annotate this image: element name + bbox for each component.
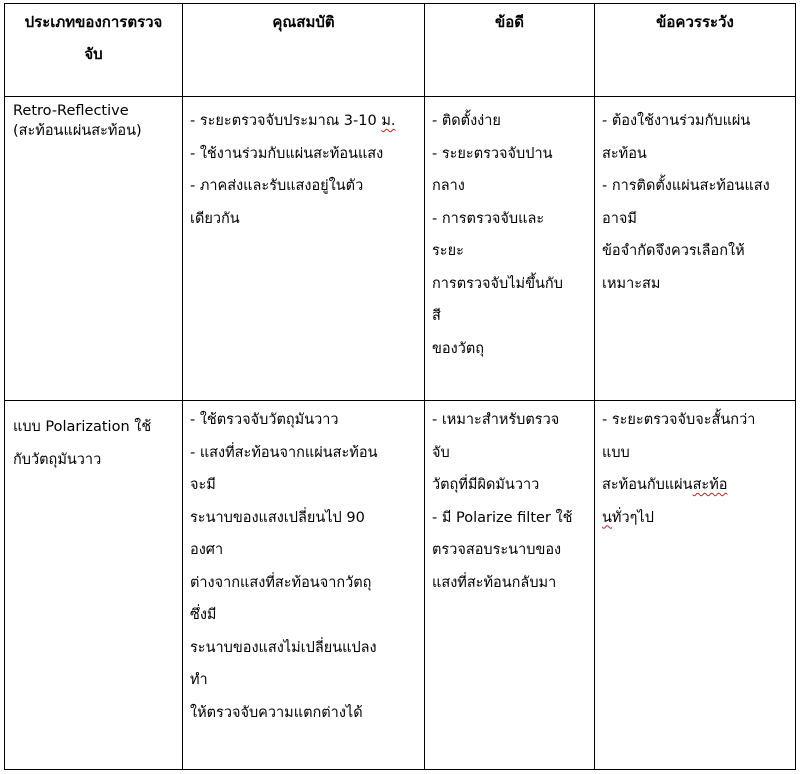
header-properties (183, 4, 425, 97)
header-advantages-label: ข้อดี (494, 13, 524, 31)
properties-line: - ใช้งานร่วมกับแผ่นสะท้อนแสง (190, 145, 384, 162)
advantages-line: - การตรวจจับและ (432, 210, 545, 227)
header-detection-type (5, 4, 183, 97)
advantages-line: - มี Polarize filter ใช้ (432, 509, 573, 526)
cautions-line-text: ทั่วๆไป (611, 509, 654, 526)
cell-advantages (425, 97, 595, 401)
type-line: (สะท้อนแผ่นสะท้อน) (13, 123, 142, 139)
cell-detection-type (5, 401, 183, 770)
cautions-line: อาจมี (602, 210, 637, 227)
properties-line: - แสงที่สะท้อนจากแผ่นสะท้อน (190, 444, 378, 461)
properties-line: ทำ (190, 672, 208, 688)
cell-properties (183, 401, 425, 770)
type-line: Retro-Reflective (13, 103, 129, 119)
comparison-table (4, 3, 796, 770)
properties-line: จะมี (190, 477, 216, 493)
advantages-line: ของวัตถุ (432, 340, 485, 357)
header-detection-type-line: ประเภทของการตรวจ (24, 13, 163, 31)
advantages-line: การตรวจจับไม่ขึ้นกับ (432, 275, 563, 292)
header-properties-label: คุณสมบัติ (272, 13, 335, 31)
properties-line: ให้ตรวจจับความแตกต่างได้ (190, 704, 363, 721)
advantages-line: - เหมาะสำหรับตรวจ (432, 412, 560, 428)
cautions-line: - การติดตั้งแผ่นสะท้อนแสง (602, 178, 770, 194)
cautions-line: เหมาะสม (602, 275, 661, 292)
cautions-line: แบบ (602, 444, 630, 461)
type-line: แบบ Polarization ใช้ (13, 419, 152, 435)
advantages-line: ระยะ (432, 243, 464, 259)
properties-line: องศา (190, 542, 224, 558)
advantages-line: ตรวจสอบระนาบของ (432, 542, 562, 558)
type-line: กับวัตถุมันวาว (13, 451, 102, 468)
spellcheck-flagged-word: น (602, 509, 612, 526)
properties-line: ซึ่งมี (190, 607, 217, 623)
advantages-line: แสงที่สะท้อนกลับมา (432, 574, 557, 591)
properties-line: ระนาบของแสงเปลี่ยนไป 90 (190, 509, 365, 526)
cell-advantages (425, 401, 595, 770)
table-row (5, 97, 796, 401)
properties-line: - ใช้ตรวจจับวัตถุมันวาว (190, 412, 339, 428)
advantages-line: - ติดตั้งง่าย (432, 113, 501, 129)
cautions-line: ข้อจำกัดจึงควรเลือกให้ (602, 243, 745, 259)
header-cautions (595, 4, 796, 97)
properties-line-text: - ระยะตรวจจับประมาณ 3-10 (190, 113, 382, 129)
header-detection-type-line: จับ (84, 45, 103, 63)
cautions-line: สะท้อน (602, 145, 647, 162)
cautions-line: - ระยะตรวจจับจะสั้นกว่า (602, 412, 756, 428)
cautions-line (602, 502, 789, 535)
properties-line (190, 105, 418, 138)
properties-line: ระนาบของแสงไม่เปลี่ยนแปลง (190, 639, 377, 656)
properties-line: - ภาคส่งและรับแสงอยู่ในตัว (190, 178, 364, 194)
cautions-line: - ต้องใช้งานร่วมกับแผ่น (602, 113, 751, 129)
spellcheck-flagged-word: ม. (381, 113, 396, 129)
table-row (5, 401, 796, 770)
properties-line: ต่างจากแสงที่สะท้อนจากวัตถุ (190, 574, 372, 591)
advantages-line: สี (432, 308, 441, 324)
advantages-line: - ระยะตรวจจับปาน (432, 145, 553, 162)
header-row (5, 4, 796, 97)
cell-properties (183, 97, 425, 401)
cell-cautions (595, 401, 796, 770)
cautions-line-text: สะท้อนกับแผ่น (602, 477, 693, 493)
cell-detection-type (5, 97, 183, 401)
header-cautions-label: ข้อควรระวัง (656, 13, 734, 31)
spellcheck-flagged-word: สะท้อ (692, 477, 728, 493)
advantages-line: จับ (432, 444, 450, 461)
properties-line: เดียวกัน (190, 210, 240, 227)
header-advantages (425, 4, 595, 97)
cautions-line (602, 469, 789, 502)
advantages-line: วัตถุที่มีผิดมันวาว (432, 477, 540, 493)
cell-cautions (595, 97, 796, 401)
advantages-line: กลาง (432, 178, 465, 194)
